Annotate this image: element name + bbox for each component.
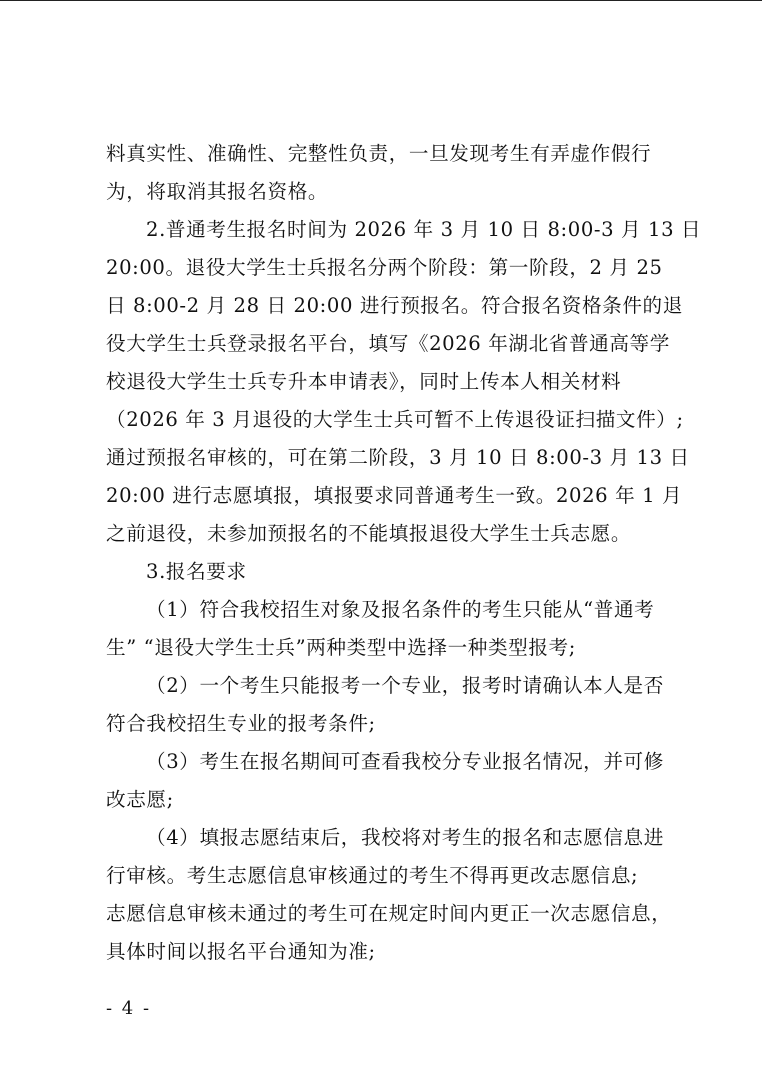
text-line: 通过预报名审核的，可在第二阶段，3 月 10 日 8:00-3 月 13 日 [106,446,690,469]
text-line: 志愿信息审核未通过的考生可在规定时间内更正一次志愿信息， [106,902,672,925]
top-border-line [0,0,762,1]
section-3-heading: 3.报名要求 [146,560,247,583]
text-line: 之前退役，未参加预报名的不能填报退役大学生士兵志愿。 [106,522,632,545]
text-line: 具体时间以报名平台通知为准; [106,940,376,963]
text-line: （2026 年 3 月退役的大学生士兵可暂不上传退役证扫描文件）; [106,408,684,431]
requirement-4: （4）填报志愿结束后，我校将对考生的报名和志愿信息进 [146,826,664,849]
text-line: 役大学生士兵登录报名平台，填写《2026 年湖北省普通高等学 [106,332,670,355]
text-line: 20:00 进行志愿填报，填报要求同普通考生一致。2026 年 1 月 [106,484,683,507]
text-line: 改志愿; [106,788,174,811]
page-number: - 4 - [106,998,152,1019]
requirement-3: （3）考生在报名期间可查看我校分专业报名情况，并可修 [146,750,664,773]
text-line: 日 8:00-2 月 28 日 20:00 进行预报名。符合报名资格条件的退 [106,294,683,317]
section-2-heading: 2.普通考生报名时间为 2026 年 3 月 10 日 8:00-3 月 13 日 [146,218,702,241]
text-line: 行审核。考生志愿信息审核通过的考生不得再更改志愿信息; [106,864,639,887]
text-line: 校退役大学生士兵专升本申请表》，同时上传本人相关材料 [106,370,622,393]
text-line: 20:00。退役大学生士兵报名分两个阶段：第一阶段，2 月 25 [106,256,663,279]
text-line: 符合我校招生专业的报考条件; [106,712,376,735]
text-line: 为，将取消其报名资格。 [106,180,329,203]
text-line: 生” “退役大学生士兵”两种类型中选择一种类型报考; [106,636,576,659]
text-line: 料真实性、准确性、完整性负责，一旦发现考生有弄虚作假行 [106,142,652,165]
requirement-1: （1）符合我校招生对象及报名条件的考生只能从“普通考 [146,598,655,621]
requirement-2: （2）一个考生只能报考一个专业，报考时请确认本人是否 [146,674,664,697]
